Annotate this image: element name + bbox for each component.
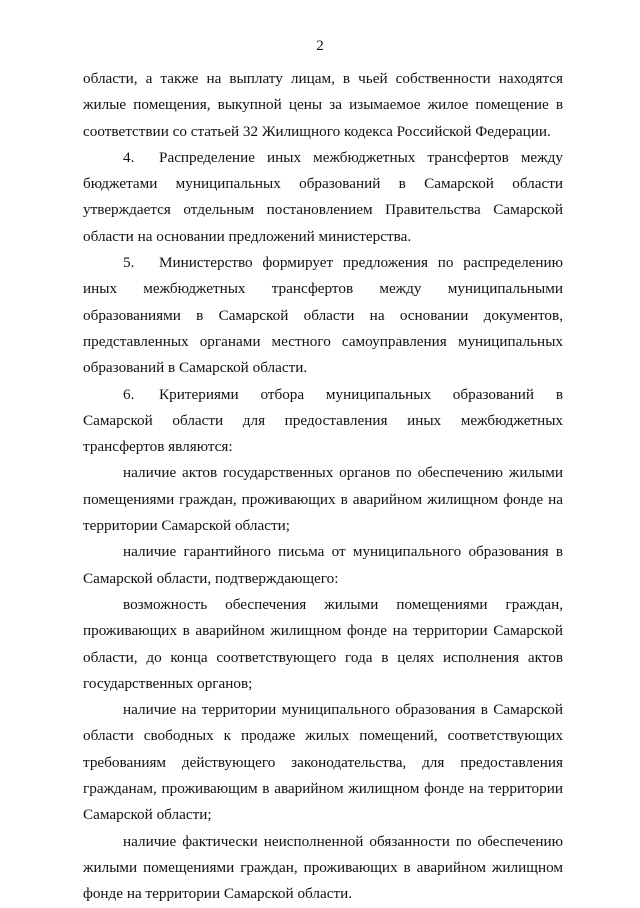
- criterion-housing-possibility: возможность обеспечения жилыми помещениями граждан, проживающих в аварийном жилищном фонде на территории Самарской области, до конца соответствующего года в целях исполнения актов государственных органов;: [83, 595, 563, 692]
- paragraph-number: 4.: [123, 148, 135, 166]
- page-number: 2: [316, 38, 324, 54]
- paragraph-item-4: 4. Распределение иных межбюджетных трансфертов между бюджетами муниципальных образований в Самарской области утверждается отдельным постановлением Правительства Самарской области на основании предложений министерства.: [83, 145, 563, 250]
- paragraph-continuation: области, а также на выплату лицам, в чьей собственности находятся жилые помещения, выкупной цены за изымаемое жилое помещение в соответствии со статьей 32 Жилищного кодекса Российской Федерации.: [83, 70, 563, 140]
- paragraph-item-6: 6. Критериями отбора муниципальных образований в Самарской области для предоставления иных межбюджетных трансфертов являются:: [83, 382, 563, 461]
- paragraph-number: 5.: [123, 254, 135, 272]
- criterion-unfulfilled-obligation: наличие фактически неисполненной обязанности по обеспечению жилыми помещениями граждан, проживающих в аварийном жилищном фонде на территории Самарской области.: [83, 832, 563, 903]
- criterion-guarantee-letter: наличие гарантийного письма от муниципального образования в Самарской области, подтверждающего:: [83, 543, 563, 587]
- criterion-acts: наличие актов государственных органов по обеспечению жилыми помещениями граждан, проживающих в аварийном жилищном фонде на территории Самарской области;: [83, 464, 563, 535]
- paragraph-number: 6.: [123, 385, 135, 403]
- document-body: [83, 66, 563, 908]
- criterion-available-housing: наличие на территории муниципального образования в Самарской области свободных к продаже жилых помещений, соответствующих требованиям действующего законодательства, для предоставления гражданам, проживающим в аварийном жилищном фонде на территории Самарской области;: [83, 701, 563, 824]
- paragraph-item-5: 5. Министерство формирует предложения по распределению иных межбюджетных трансфертов между муниципальными образованиями в Самарской области на основании документов, представленных органами местного самоуправления муниципальных образований в Самарской области.: [83, 250, 563, 381]
